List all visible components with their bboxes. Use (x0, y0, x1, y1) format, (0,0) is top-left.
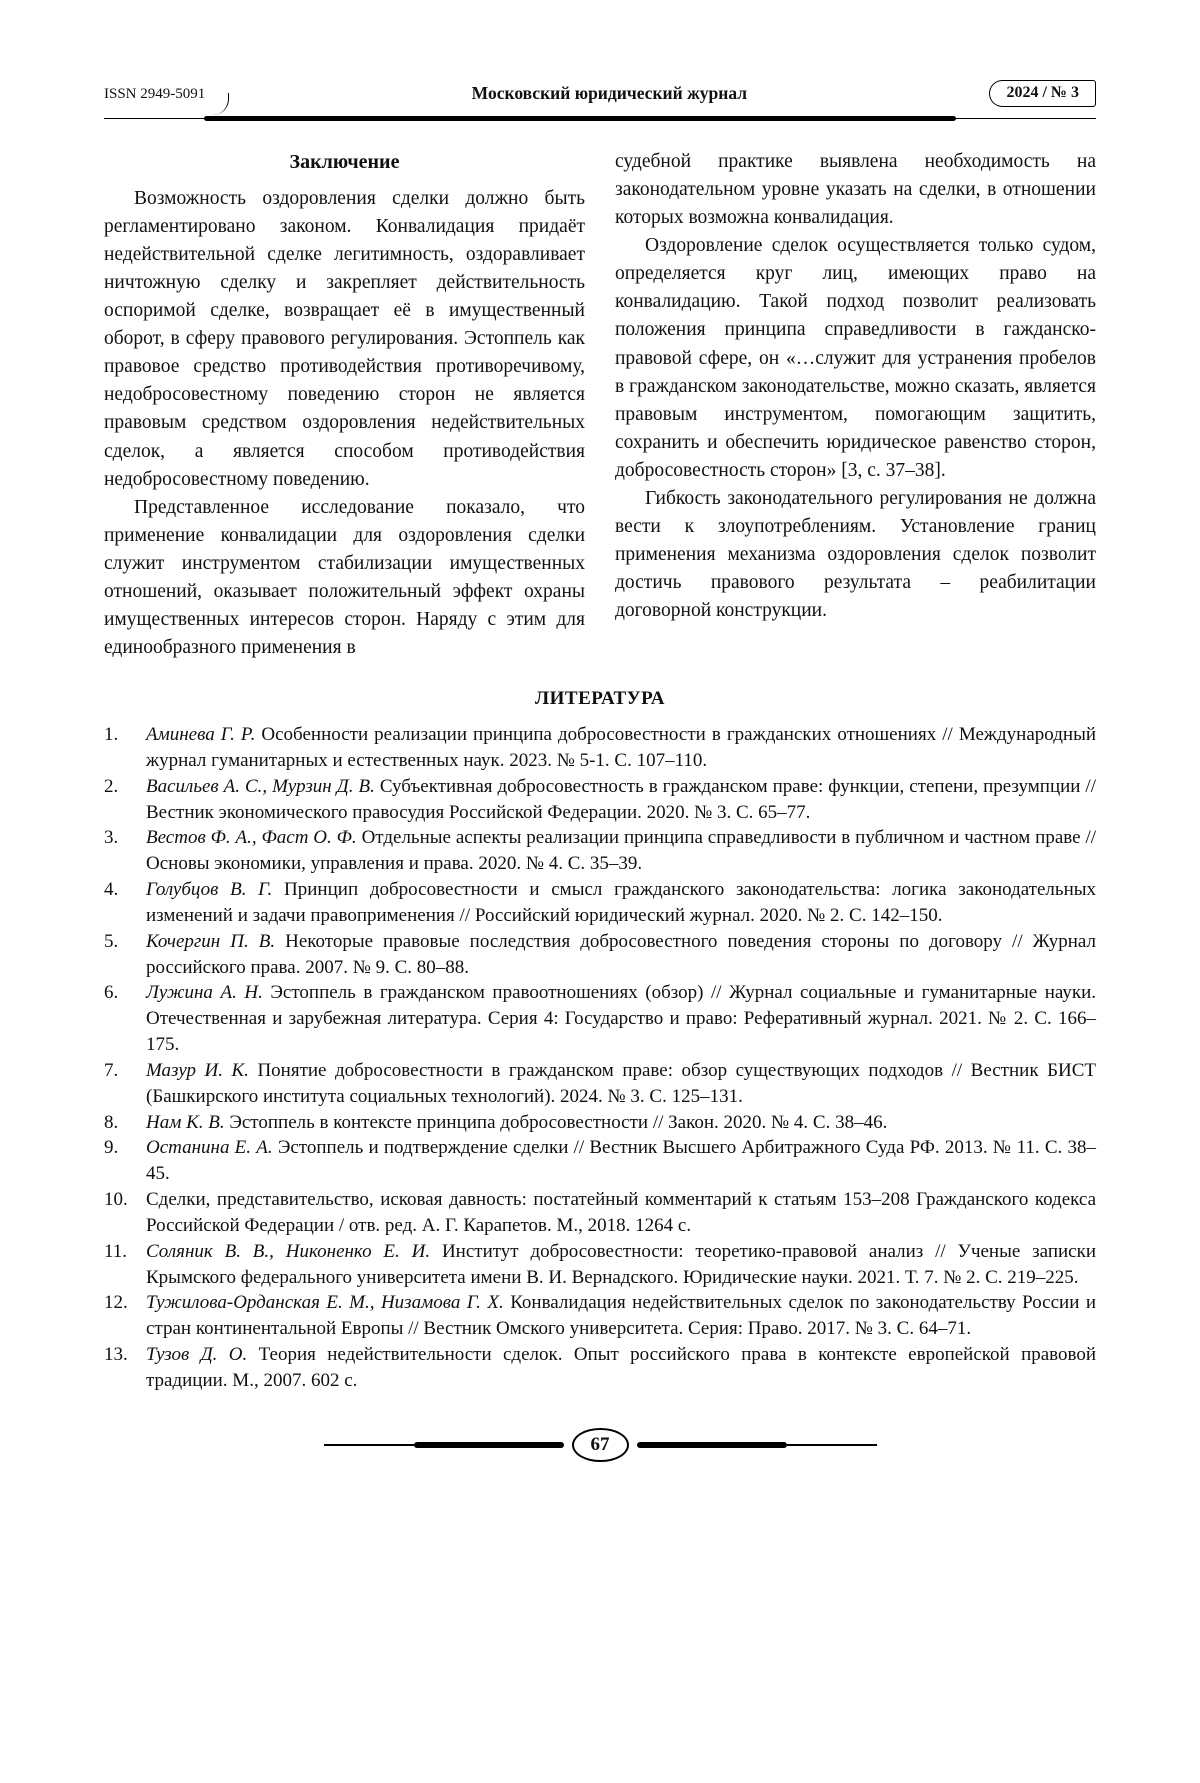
conclusion-paragraph: Представленное исследование показало, что применение конвалидации для оздоровления сделки служит инструментом стабилизации имущественных отношений, оказывает положительный эффект охраны имущественных интересов сторон. Наряду с этим для единообразного применения в (104, 496, 585, 659)
reference-number: 9. (104, 1137, 119, 1159)
conclusion-section (104, 148, 1096, 662)
references-list (104, 722, 1096, 1394)
reference-item (104, 1110, 1096, 1136)
header-rule (104, 115, 1096, 124)
issn-block (104, 83, 229, 105)
conclusion-paragraph-continuation: судебной практике выявлена необходимость на законодательном уровне указать на сделки, в отношении которых возможна конвалидация. (615, 151, 1096, 229)
reference-number: 13. (104, 1344, 128, 1365)
header-divider-curve (213, 93, 229, 115)
conclusion-title: Заключение (289, 151, 400, 173)
reference-number: 8. (104, 1111, 119, 1133)
reference-number: 3. (104, 827, 119, 849)
reference-item (104, 877, 1096, 929)
footer-rule-left (324, 1444, 414, 1446)
reference-text: Кочергин П. В. Некоторые правовые последствия добросовестного поведения стороны по договору // Журнал российского права. 2007. № 9. С. 80–88. (146, 930, 1096, 978)
right-column (615, 148, 1096, 662)
conclusion-paragraph: Возможность оздоровления сделки должно быть регламентировано законом. Конвалидация придаёт недействительной сделке легитимность, оздоравливает ничтожную сделку и закрепляет действительность оспоримой сделке, возвращает её в имущественный оборот, в сферу правового регулирования. Эстоппель как правовое средство противодействия противоречивому, недобросовестному поведению сторон не является правовым средством оздоровления недействительных сделок, а является способом противодействия недобросовестному поведению. (104, 187, 585, 490)
reference-number: 7. (104, 1059, 119, 1081)
issue-label: 2024 / № 3 (989, 80, 1096, 107)
reference-text: Сделки, представительство, исковая давность: постатейный комментарий к статьям 153–208 Гражданского кодекса Российской Федерации / отв. ред. А. Г. Карапетов. М., 2018. 1264 с. (146, 1189, 1096, 1236)
reference-number: 10. (104, 1189, 128, 1211)
reference-text: Соляник В. В., Никоненко Е. И. Институт добросовестности: теоретико-правовой анализ // Ученые записки Крымского федерального университета имени В. И. Вернадского. Юридические науки. 2021. Т. 7. № 2. С. 219–225. (146, 1240, 1096, 1288)
reference-text: Голубцов В. Г. Принцип добросовестности и смысл гражданского законодательства: логика законодательных изменений и задачи правоприменения // Российский юридический журнал. 2020. № 2. С. 142–150. (146, 879, 1097, 926)
reference-number: 5. (104, 930, 119, 952)
reference-item (104, 1187, 1096, 1239)
reference-number: 12. (104, 1292, 128, 1314)
reference-number: 11. (104, 1240, 128, 1262)
reference-text: Вестов Ф. А., Фаст О. Ф. Отдельные аспекты реализации принципа справедливости в публичном и частном праве // Основы экономики, управления и права. 2020. № 4. С. 35–39. (146, 827, 1097, 875)
references-title: ЛИТЕРАТУРА (534, 688, 666, 710)
reference-text: Останина Е. А. Эстоппель и подтверждение сделки // Вестник Высшего Арбитражного Суда РФ. 2013. № 11. С. 38–45. (146, 1137, 1096, 1185)
reference-text: Лужина А. Н. Эстоппель в гражданском правоотношениях (обзор) // Журнал социальные и гуманитарные науки. Отечественная и зарубежная литература. Серия 4: Государство и право: Реферативный журнал. 2021. № 2. С. 166–175. (146, 982, 1096, 1056)
reference-item (104, 1058, 1096, 1110)
page-footer (104, 1428, 1096, 1463)
reference-text: Тужилова-Орданская Е. М., Низамова Г. Х. Конвалидация недействительных сделок по законодательству России и стран континентальной Европы // Вестник Омского университета. Серия: Право. 2017. № 3. С. 64–71. (146, 1292, 1096, 1340)
reference-text: Мазур И. К. Понятие добросовестности в гражданском праве: обзор существующих подходов // Вестник БИСТ (Башкирского института социальных технологий). 2024. № 3. С. 125–131. (146, 1059, 1096, 1107)
reference-item (104, 774, 1096, 826)
footer-thick-bar-right (637, 1442, 787, 1448)
reference-item (104, 825, 1096, 877)
reference-item (104, 980, 1096, 1057)
reference-item (104, 1135, 1096, 1187)
left-column (104, 148, 585, 662)
reference-text: Тузов Д. О. Теория недействительности сделок. Опыт российского права в контексте европейской правовой традиции. М., 2007. 602 с. (146, 1344, 1097, 1391)
reference-item (104, 1342, 1096, 1394)
reference-text: Аминева Г. Р. Особенности реализации принципа добросовестности в гражданских отношениях // Международный журнал гуманитарных и естественных наук. 2023. № 5-1. С. 107–110. (146, 724, 1097, 771)
reference-item (104, 722, 1096, 774)
reference-text: Васильев А. С., Мурзин Д. В. Субъективная добросовестность в гражданском праве: функции, степени, презумпции // Вестник экономического правосудия Российской Федерации. 2020. № 3. С. 65–77. (146, 775, 1096, 823)
references-section (104, 688, 1096, 1394)
page-header (104, 80, 1096, 124)
issn-label: ISSN 2949-5091 (104, 85, 206, 102)
header-rule-thick-bar (204, 116, 956, 121)
journal-title: Московский юридический журнал (471, 83, 748, 103)
reference-item (104, 1239, 1096, 1291)
conclusion-paragraph: Оздоровление сделок осуществляется только судом, определяется круг лиц, имеющих право на конвалидацию. Такой подход позволит реализовать положения принципа справедливости в гажданско-правовой сфере, он «…служит для устранения пробелов в гражданском законодательстве, можно сказать, является правовым инструментом, помогающим защитить, сохранить и обеспечить юридическое равенство сторон, добросовестность сторон» [3, с. 37–38]. (615, 235, 1096, 481)
reference-text: Нам К. В. Эстоппель в контексте принципа добросовестности // Закон. 2020. № 4. С. 38–46. (146, 1111, 888, 1133)
conclusion-paragraph: Гибкость законодательного регулирования не должна вести к злоупотреблениям. Установление границ применения механизма оздоровления сделок позволит достичь правового результата – реабилитации договорной конструкции. (615, 487, 1096, 622)
reference-number: 1. (104, 724, 119, 746)
footer-rule-right (787, 1444, 877, 1446)
reference-number: 4. (104, 879, 119, 901)
footer-thick-bar-left (414, 1442, 564, 1448)
reference-item (104, 929, 1096, 981)
reference-number: 6. (104, 982, 119, 1004)
reference-item (104, 1290, 1096, 1342)
reference-number: 2. (104, 775, 119, 797)
page-number: 67 (572, 1428, 629, 1463)
